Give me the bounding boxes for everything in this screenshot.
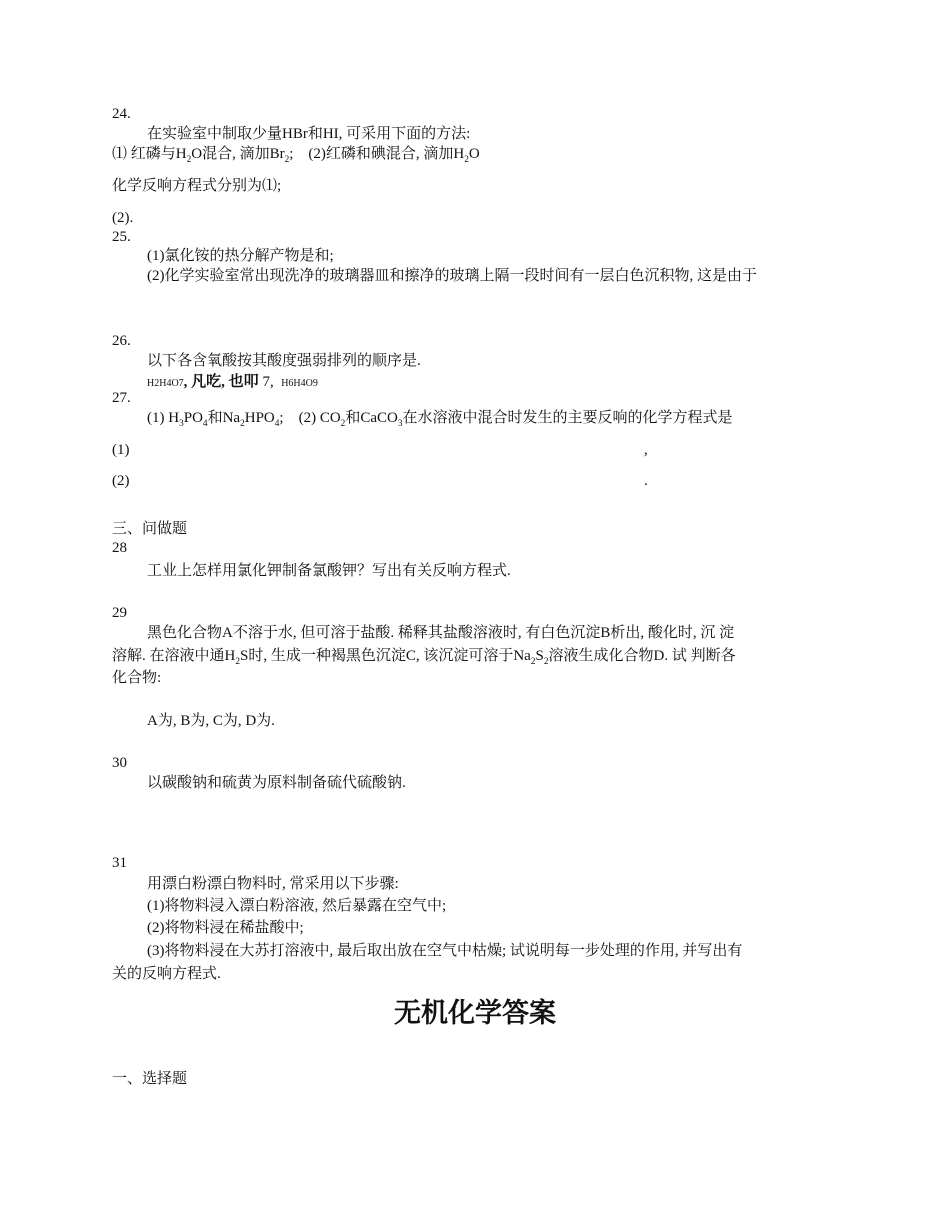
section-3-heading: 三、问做题	[112, 521, 188, 537]
q27-prompt: (1) $H_3PO_4$和$Na_2HPO_4$; (2) $CO_2$和CaCO$_3$在水溶液中混合时发生的主要反响的化学方程式是	[147, 410, 733, 429]
q24-intro: 在实验室中制取少量HBr和HI, 可采用下面的方法:	[147, 126, 471, 142]
q24-equation-1: 化学反响方程式分别为⑴;	[112, 178, 282, 194]
q27-p7: 和CaCO	[345, 410, 398, 426]
q27-number: 27.	[112, 390, 131, 406]
q25-line1: (1)氯化铵的热分解产物是和;	[147, 248, 334, 264]
q27-answer-1-label: (1)	[112, 442, 130, 458]
q24-method2b: O	[468, 146, 480, 162]
q31-number: 31	[112, 855, 127, 871]
q31-step1: (1)将物料浸入漂白粉溶液, 然后暴露在空气中;	[147, 898, 447, 914]
q29-answer: A为, B为, C为, D为.	[147, 713, 275, 729]
q25-number: 25.	[112, 229, 131, 245]
q26-formulas	[147, 372, 318, 394]
q29-t2c: S	[535, 648, 544, 664]
q29-t2d: 溶液生成化合物D. 试 判断各	[548, 648, 736, 664]
answers-title: 无机化学答案	[394, 998, 556, 1029]
q29-line2: 溶解. 在溶液中通$H_2S$时, 生成一种褐黑色沉淀C, 该沉淀可溶于$Na_2S_2$溶液生成化合物D. 试 判断各	[112, 648, 736, 667]
q31-intro: 用漂白粉漂白物料时, 常采用以下步骤:	[147, 876, 399, 892]
q27-p5: ;	[279, 410, 284, 426]
q31-step2: (2)将物料浸在稀盐酸中;	[147, 920, 304, 936]
q26-formula-2: , 凡吃, 也叩	[183, 374, 259, 390]
q28-text: 工业上怎样用氯化钾制备氯酸钾？写出有关反响方程式.	[147, 563, 511, 579]
q24-number: 24.	[112, 106, 131, 122]
q31-step3-cont: 关的反响方程式.	[112, 966, 221, 982]
q24-methods: ⑴ 红磷与$H_2O$混合, 滴加$Br_2$; (2)红磷和碘混合, 滴加$H_2O$	[112, 146, 480, 165]
q29-t2b: S时, 生成一种褐黑色沉淀C, 该沉淀可溶于Na	[240, 648, 531, 664]
q24-equation-2: (2).	[112, 210, 134, 226]
q27-p2: PO	[183, 410, 203, 426]
q26-formula-4: H6H4O9	[281, 378, 318, 389]
q24-method1c: ;	[289, 146, 294, 162]
q26-intro: 以下各含氧酸按其酸度强弱排列的顺序是.	[147, 353, 421, 369]
q27-answer-2-label: (2)	[112, 473, 130, 489]
q30-number: 30	[112, 755, 127, 771]
q27-p6: (2) CO	[298, 410, 341, 426]
q27-answer-1-end: ,	[644, 442, 648, 458]
q26-formula-3: 7,	[262, 374, 274, 390]
q27-answer-2-end: .	[644, 473, 648, 489]
q24-method2a: (2)红磷和碘混合, 滴加H	[308, 146, 465, 162]
q24-method1b: O混合, 滴加Br	[191, 146, 285, 162]
q31-step3: (3)将物料浸在大苏打溶液中, 最后取出放在空气中枯燥; 试说明每一步处理的作用, 并写出有	[147, 943, 743, 959]
q26-formula-1: H2H4O7	[147, 378, 184, 389]
q29-t2a: 溶解. 在溶液中通H	[112, 648, 236, 664]
q30-text: 以碳酸钠和硫黄为原料制备硫代硫酸钠.	[147, 775, 406, 791]
q27-p4: HPO	[244, 410, 275, 426]
q27-p3: 和Na	[207, 410, 241, 426]
q29-number: 29	[112, 605, 127, 621]
q28-number: 28	[112, 540, 127, 556]
q27-p8: 在水溶液中混合时发生的主要反响的化学方程式是	[402, 410, 733, 426]
q25-line2: (2)化学实验室常出现洗净的玻璃器皿和擦净的玻璃上隔一段时间有一层白色沉积物, 这是由于	[147, 268, 757, 284]
q29-line1: 黑色化合物A不溶于水, 但可溶于盐酸. 稀释其盐酸溶液时, 有白色沉淀B析出, 酸化时, 沉 淀	[147, 625, 735, 641]
q29-line3: 化合物:	[112, 670, 162, 686]
q24-method1a: ⑴ 红磷与H	[112, 146, 187, 162]
q27-p1: (1) H	[147, 410, 180, 426]
section-1-heading: 一、选择题	[112, 1071, 188, 1087]
q26-number: 26.	[112, 333, 131, 349]
